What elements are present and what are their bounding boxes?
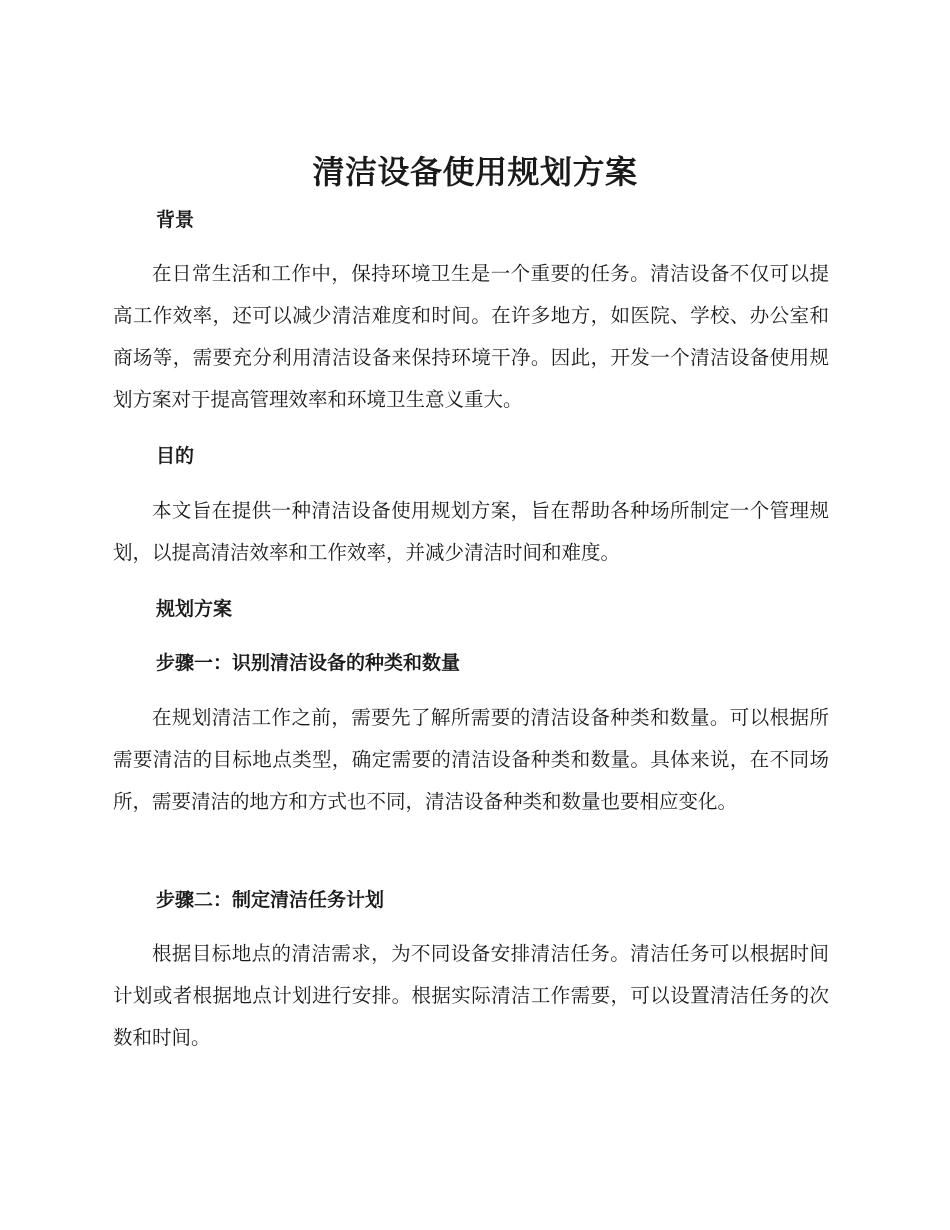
paragraph-purpose: 本文旨在提供一种清洁设备使用规划方案，旨在帮助各种场所制定一个管理规划，以提高清洁效率和工作效率，并减少清洁时间和难度。: [113, 499, 829, 564]
paragraph-step2: 根据目标地点的清洁需求，为不同设备安排清洁任务。清洁任务可以根据时间计划或者根据地点计划进行安排。根据实际清洁工作需要，可以设置清洁任务的次数和时间。: [113, 942, 829, 1049]
section-heading-plan: 规划方案: [156, 598, 233, 620]
section-heading-background: 背景: [156, 209, 195, 231]
section-heading-purpose: 目的: [156, 445, 195, 467]
section-heading-step1: 步骤一：识别清洁设备的种类和数量: [156, 652, 461, 674]
document-title: 清洁设备使用规划方案: [312, 153, 638, 191]
paragraph-step1: 在规划清洁工作之前，需要先了解所需要的清洁设备种类和数量。可以根据所需要清洁的目标地点类型，确定需要的清洁设备种类和数量。具体来说，在不同场所，需要清洁的地方和方式也不同，清洁设备种类和数量也要相应变化。: [113, 706, 829, 813]
section-heading-step2: 步骤二：制定清洁任务计划: [156, 889, 385, 911]
paragraph-background: 在日常生活和工作中，保持环境卫生是一个重要的任务。清洁设备不仅可以提高工作效率，还可以减少清洁难度和时间。在许多地方，如医院、学校、办公室和商场等，需要充分利用清洁设备来保持环境干净。因此，开发一个清洁设备使用规划方案对于提高管理效率和环境卫生意义重大。: [113, 262, 829, 411]
